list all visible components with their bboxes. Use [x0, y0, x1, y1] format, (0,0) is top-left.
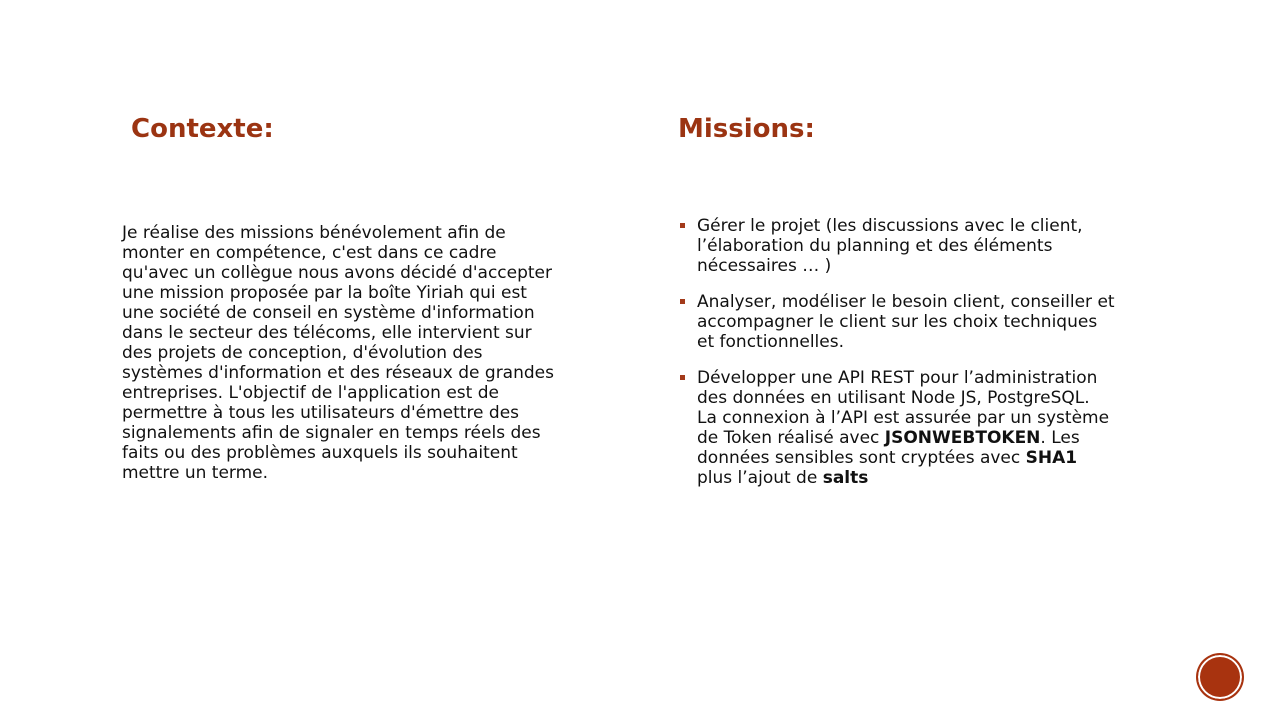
- text-line: monter en compétence, c'est dans ce cadre: [122, 243, 497, 263]
- text-line: une société de conseil en système d'information: [122, 303, 535, 323]
- bullet-square-icon: [680, 299, 685, 304]
- mission-item: [680, 216, 1115, 276]
- text-line: systèmes d'information et des réseaux de grandes: [122, 363, 554, 383]
- text-line: Analyser, modéliser le besoin client, conseiller et: [697, 292, 1115, 312]
- text-line: Gérer le projet (les discussions avec le client,: [697, 216, 1083, 236]
- bullet-square-icon: [680, 375, 685, 380]
- text-line: entreprises. L'objectif de l'application est de: [122, 383, 499, 403]
- text: plus l’ajout de: [697, 468, 823, 488]
- text-line: qu'avec un collègue nous avons décidé d'accepter: [122, 263, 552, 283]
- text-line: faits ou des problèmes auxquels ils souhaitent: [122, 443, 518, 463]
- bold-text: SHA1: [1025, 448, 1078, 468]
- text-line: La connexion à l’API est assurée par un système: [697, 408, 1110, 428]
- text-line: permettre à tous les utilisateurs d'émettre des: [122, 403, 520, 423]
- slide-number-circle-icon: [1197, 654, 1243, 700]
- text-line: Développer une API REST pour l’administration: [697, 368, 1098, 388]
- text-line: et fonctionnelles.: [697, 332, 844, 352]
- text-line: une mission proposée par la boîte Yiriah qui est: [122, 283, 527, 303]
- text-line: l’élaboration du planning et des éléments: [697, 236, 1053, 256]
- context-title: Contexte:: [131, 114, 274, 144]
- mission-item: [680, 292, 1115, 352]
- text-line: [697, 428, 1115, 448]
- context-paragraph: [122, 223, 554, 483]
- text-line: dans le secteur des télécoms, elle intervient sur: [122, 323, 532, 343]
- bullet-square-icon: [680, 223, 685, 228]
- text-line: Je réalise des missions bénévolement afin de: [122, 223, 506, 243]
- text-line: [697, 468, 1115, 488]
- missions-list: [680, 216, 1115, 504]
- bold-text: salts: [822, 468, 869, 488]
- text: de Token réalisé avec: [697, 428, 885, 448]
- text-line: mettre un terme.: [122, 463, 269, 483]
- text-line: signalements afin de signaler en temps réels des: [122, 423, 541, 443]
- text-line: accompagner le client sur les choix techniques: [697, 312, 1098, 332]
- text-line: [697, 448, 1115, 468]
- text: données sensibles sont cryptées avec: [697, 448, 1026, 468]
- missions-title: Missions:: [678, 114, 815, 144]
- text-line: des données en utilisant Node JS, PostgreSQL.: [697, 388, 1090, 408]
- text-line: nécessaires … ): [697, 256, 832, 276]
- bold-text: JSONWEBTOKEN: [884, 428, 1041, 448]
- text: . Les: [1040, 428, 1080, 448]
- text-line: des projets de conception, d'évolution des: [122, 343, 483, 363]
- mission-item: [680, 368, 1115, 488]
